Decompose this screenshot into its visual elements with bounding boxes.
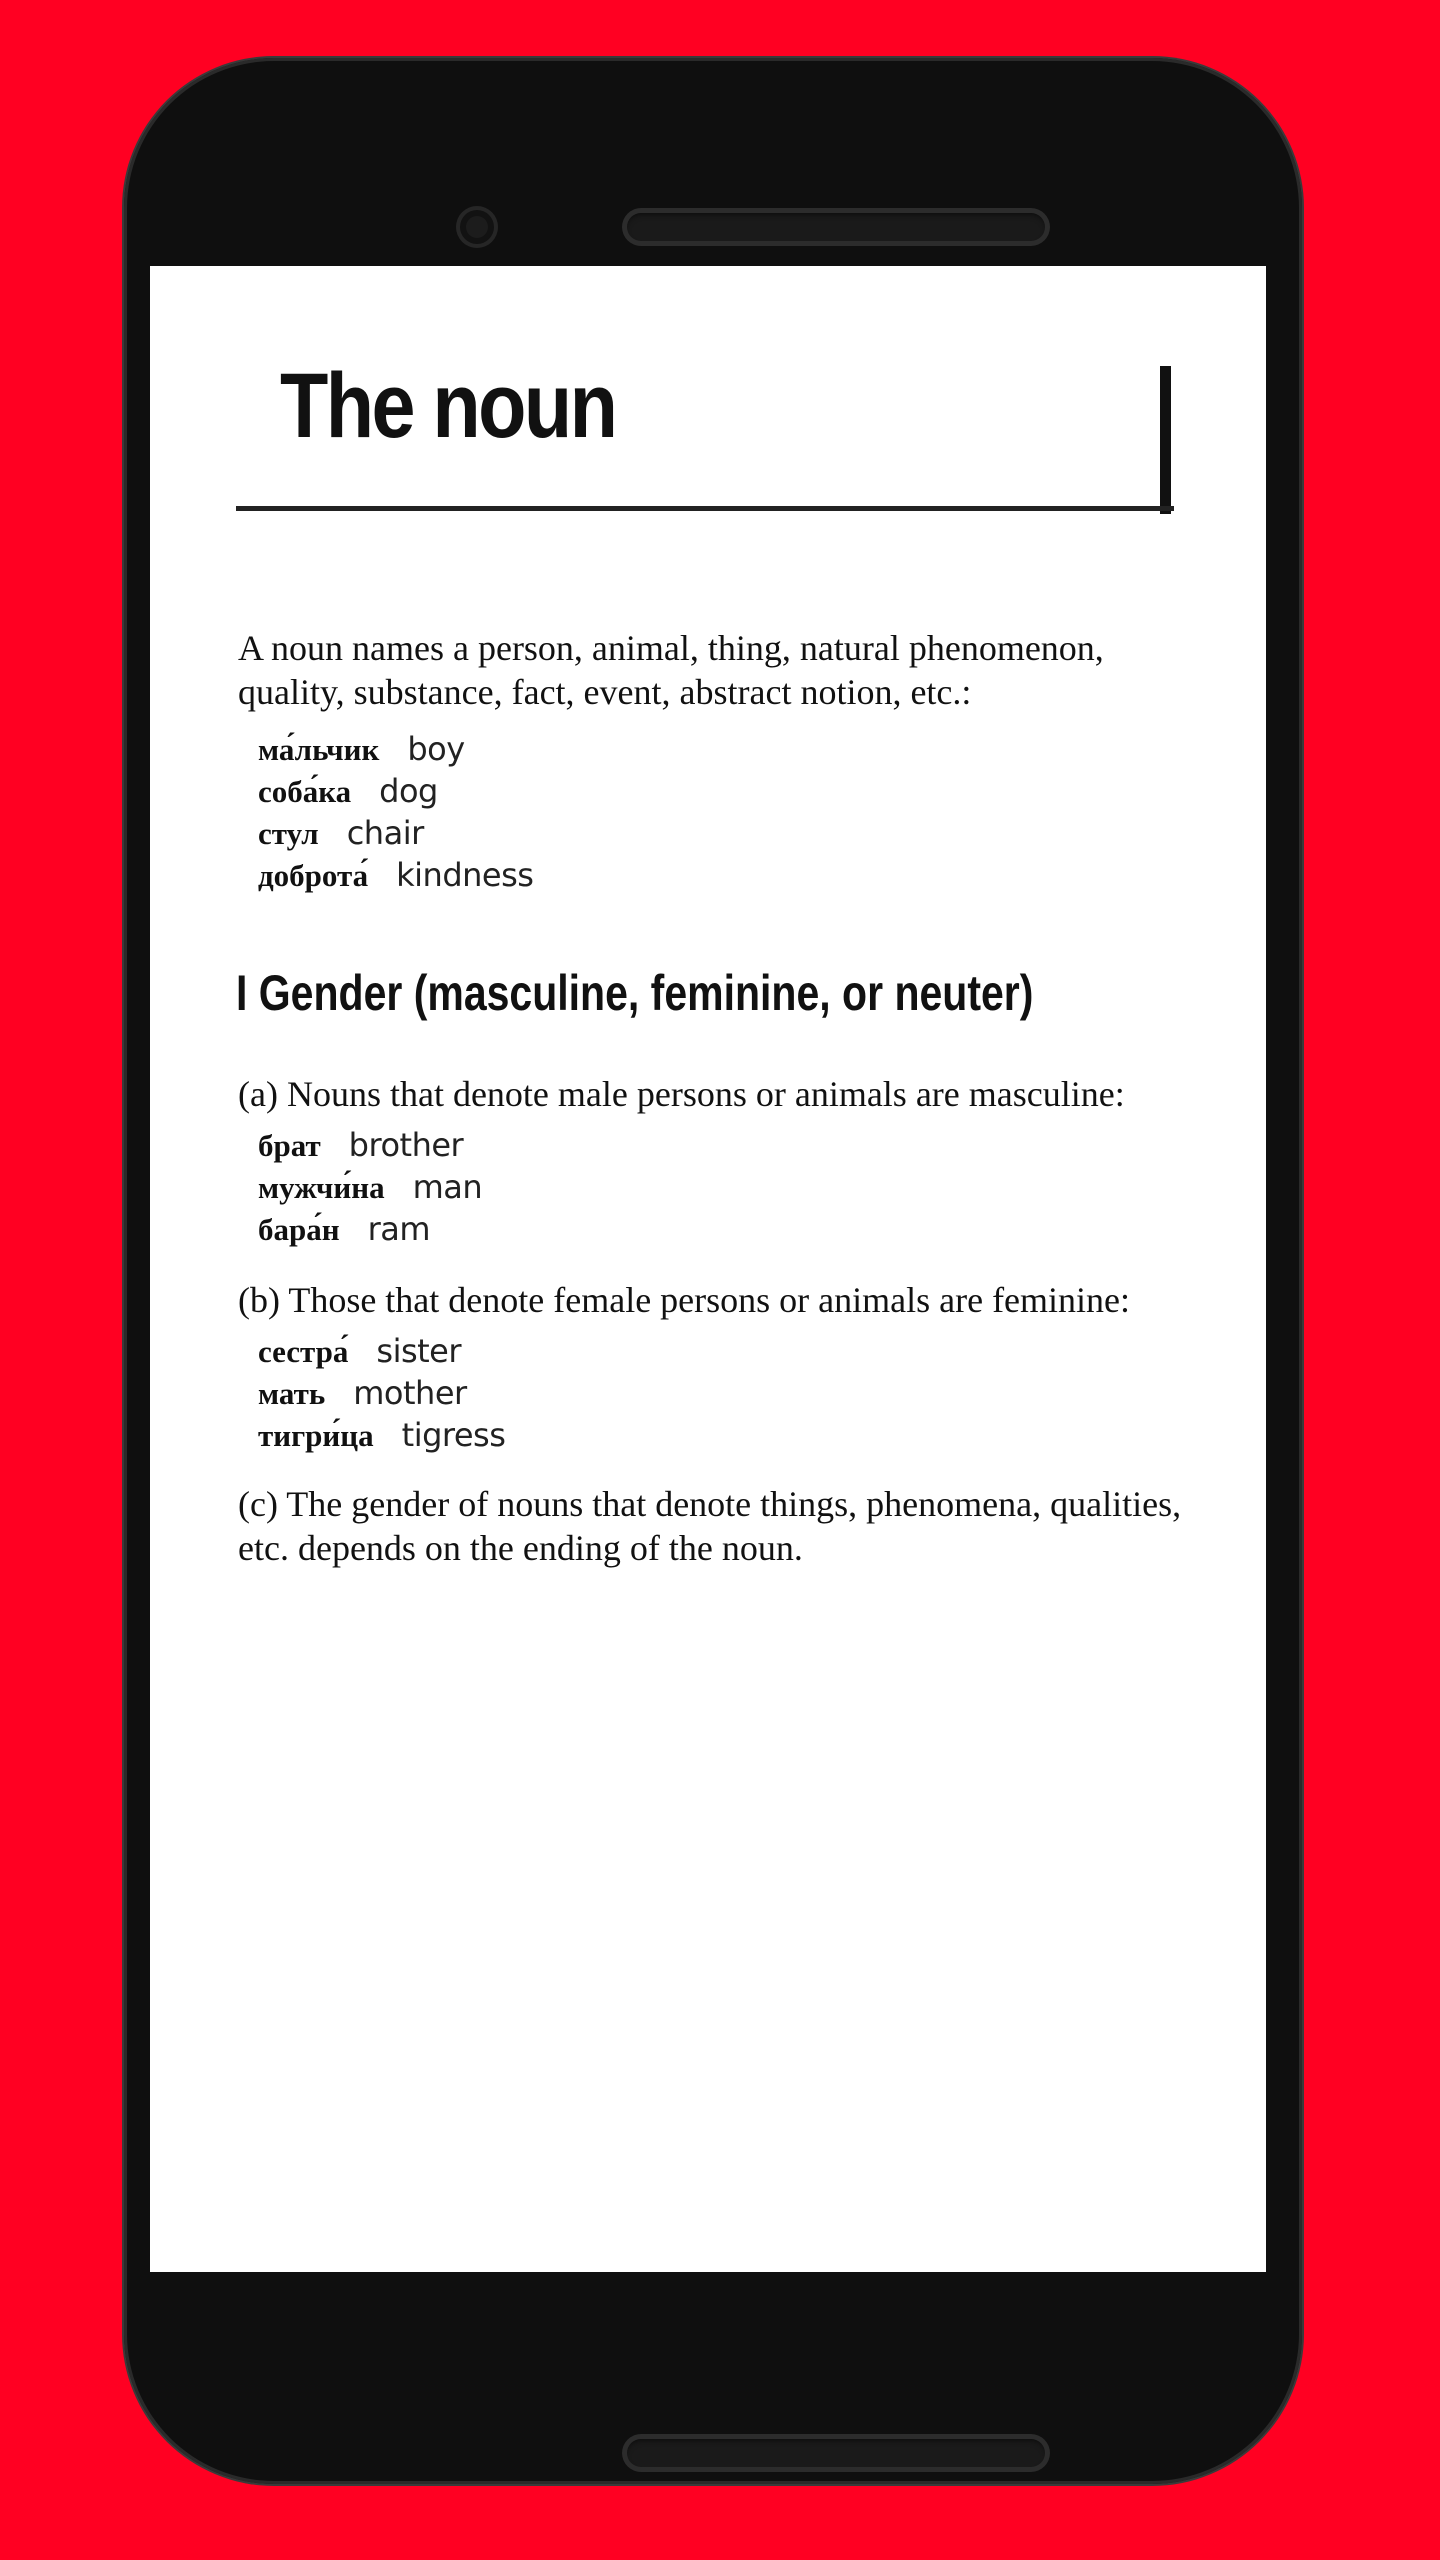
list-item — [258, 1166, 482, 1208]
russian-word: мать — [258, 1376, 326, 1411]
intro-examples-list — [258, 728, 533, 896]
english-translation: sister — [376, 1332, 462, 1370]
rule-b-text: (b) Those that denote female persons or animals are feminine: — [238, 1280, 1131, 1320]
english-translation: ram — [367, 1210, 431, 1248]
english-translation: mother — [353, 1374, 467, 1412]
russian-word: бара́н — [258, 1212, 340, 1247]
english-translation: man — [412, 1168, 483, 1206]
title-frame-vertical-line — [1160, 366, 1171, 514]
rule-a-text: (a) Nouns that denote male persons or animals are masculine: — [238, 1074, 1125, 1114]
bottom-speaker — [622, 2434, 1050, 2472]
english-translation: brother — [348, 1126, 464, 1164]
front-camera — [456, 206, 498, 248]
list-item — [258, 770, 533, 812]
russian-word: соба́ка — [258, 774, 352, 809]
english-translation: kindness — [396, 856, 534, 894]
list-item — [258, 812, 533, 854]
english-translation: boy — [407, 730, 465, 768]
feminine-examples-list — [258, 1330, 505, 1456]
english-translation: tigress — [401, 1416, 506, 1454]
english-translation: dog — [379, 772, 438, 810]
english-translation: chair — [346, 814, 424, 852]
list-item — [258, 728, 533, 770]
russian-word: стул — [258, 816, 319, 851]
title-underline-rule — [236, 506, 1174, 511]
russian-word: доброта́ — [258, 858, 369, 893]
page-title: The noun — [280, 355, 616, 457]
russian-word: мужчи́на — [258, 1170, 385, 1205]
page-screen[interactable] — [150, 266, 1266, 2272]
section-heading: I Gender (masculine, feminine, or neuter) — [236, 965, 1034, 1021]
russian-word: брат — [258, 1128, 321, 1163]
list-item — [258, 1124, 482, 1166]
earpiece-speaker — [622, 208, 1050, 246]
list-item — [258, 1414, 505, 1456]
intro-paragraph: A noun names a person, animal, thing, natural phenomenon, quality, substance, fact, event, abstract notion, etc.: — [238, 628, 1104, 712]
russian-word: ма́льчик — [258, 732, 380, 767]
list-item — [258, 854, 533, 896]
list-item — [258, 1208, 482, 1250]
rule-c-text: (c) The gender of nouns that denote things, phenomena, qualities, etc. depends on the ending of the noun. — [238, 1484, 1182, 1568]
russian-word: тигри́ца — [258, 1418, 374, 1453]
list-item — [258, 1330, 505, 1372]
masculine-examples-list — [258, 1124, 482, 1250]
russian-word: сестра́ — [258, 1334, 349, 1369]
list-item — [258, 1372, 505, 1414]
